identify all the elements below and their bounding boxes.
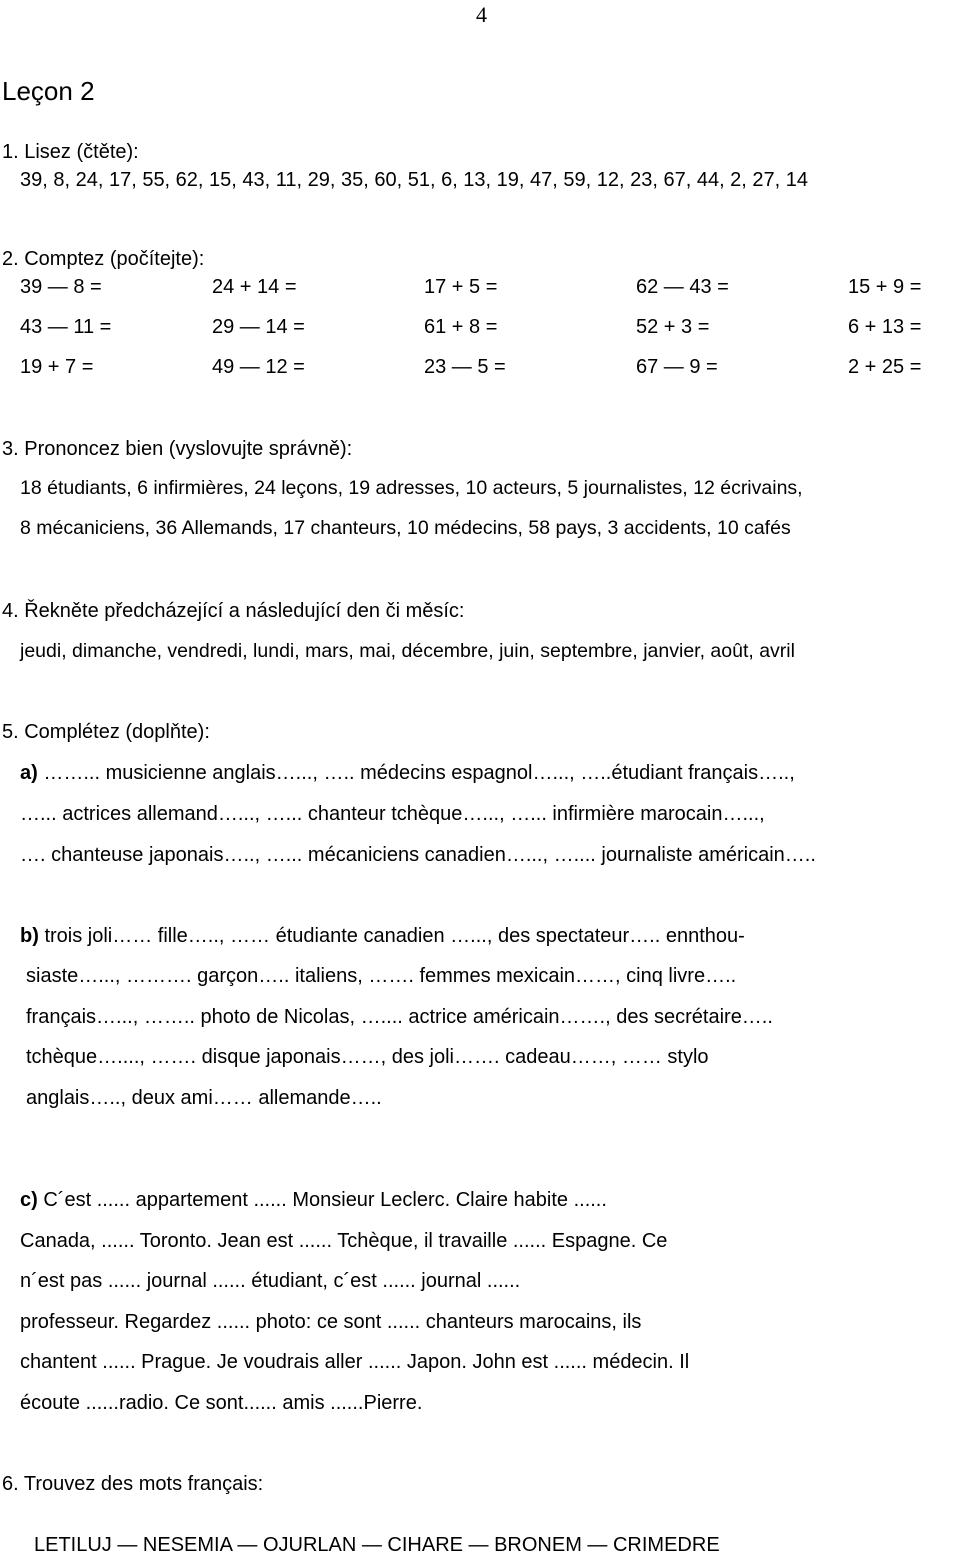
exercise-5c-label: c) (20, 1189, 38, 1211)
calc-r2-c5: 6 + 13 = (848, 316, 922, 338)
calc-r1-c1: 39 — 8 = (20, 276, 102, 298)
exercise-5a-line-1 (20, 763, 795, 783)
calc-r2-c2: 29 — 14 = (212, 316, 305, 338)
calc-r3-c5: 2 + 25 = (848, 356, 922, 378)
exercise-5b-line-3: français…..., …….. photo de Nicolas, ….... actrice américain……., des secrétaire….. (26, 1006, 773, 1028)
calc-r1-c5: 15 + 9 = (848, 276, 922, 298)
exercise-4-heading: 4. Řekněte předcházející a následující den či měsíc: (2, 600, 465, 622)
exercise-3-heading: 3. Prononcez bien (vyslovujte správně): (2, 438, 353, 460)
exercise-1-numbers: 39, 8, 24, 17, 55, 62, 15, 43, 11, 29, 35, 60, 51, 6, 13, 19, 47, 59, 12, 23, 67, 44, 2, 27, 14 (20, 169, 809, 191)
exercise-5a-label: a) (20, 762, 38, 784)
lesson-title: Leçon 2 (2, 76, 95, 106)
exercise-3-line-1: 18 étudiants, 6 infirmières, 24 leçons, 19 adresses, 10 acteurs, 5 journalistes, 12 écrivains, (20, 477, 803, 499)
exercise-5c-line-4: professeur. Regardez ...... photo: ce sont ...... chanteurs marocains, ils (20, 1311, 642, 1333)
exercise-6-words: LETILUJ — NESEMIA — OJURLAN — CIHARE — BRONEM — CRIMEDRE (34, 1534, 720, 1556)
exercise-5a-line-2: …... actrices allemand…..., …... chanteur tchèque…..., …... infirmière marocain…..., (20, 803, 765, 825)
exercise-5b-line-2: siaste…..., ………. garçon….. italiens, ……. femmes mexicain……, cinq livre….. (26, 965, 737, 987)
calc-r2-c4: 52 + 3 = (636, 316, 710, 338)
exercise-4-line: jeudi, dimanche, vendredi, lundi, mars, mai, décembre, juin, septembre, janvier, août, avril (20, 640, 795, 662)
exercise-1-heading: 1. Lisez (čtěte): (2, 141, 139, 163)
exercise-5c-text-1: C´est ...... appartement ...... Monsieur Leclerc. Claire habite ...... (37, 1189, 607, 1211)
exercise-5c-line-2: Canada, ...... Toronto. Jean est ...... Tchèque, il travaille ...... Espagne. Ce (20, 1230, 668, 1252)
exercise-6-heading: 6. Trouvez des mots français: (2, 1473, 264, 1495)
exercise-5b-line-4: tchèque…...., ……. disque japonais……, des joli……. cadeau……, …… stylo (26, 1046, 709, 1068)
exercise-5b-line-1 (20, 926, 745, 946)
calc-r2-c3: 61 + 8 = (424, 316, 498, 338)
exercise-3-line-2: 8 mécaniciens, 36 Allemands, 17 chanteurs, 10 médecins, 58 pays, 3 accidents, 10 cafés (20, 517, 791, 539)
exercise-5b-text-1: trois joli…… fille….., …… étudiante canadien …..., des spectateur….. ennthou- (38, 925, 745, 947)
calc-r1-c4: 62 — 43 = (636, 276, 729, 298)
exercise-2-heading: 2. Comptez (počítejte): (2, 248, 205, 270)
exercise-5b-label: b) (20, 925, 39, 947)
page-number: 4 (476, 2, 487, 27)
calc-r1-c3: 17 + 5 = (424, 276, 498, 298)
exercise-5c-line-3: n´est pas ...... journal ...... étudiant, c´est ...... journal ...... (20, 1270, 521, 1292)
exercise-5a-line-3: …. chanteuse japonais….., …... mécaniciens canadien…..., ….... journaliste américain….. (20, 844, 816, 866)
exercise-5c-line-5: chantent ...... Prague. Je voudrais aller ...... Japon. John est ...... médecin. Il (20, 1351, 690, 1373)
calc-r3-c4: 67 — 9 = (636, 356, 718, 378)
exercise-5c-line-6: écoute ......radio. Ce sont...... amis ......Pierre. (20, 1392, 423, 1414)
calc-r3-c1: 19 + 7 = (20, 356, 94, 378)
calc-r3-c3: 23 — 5 = (424, 356, 506, 378)
exercise-5c-line-1 (20, 1190, 607, 1210)
calc-r1-c2: 24 + 14 = (212, 276, 297, 298)
exercise-5-heading: 5. Complétez (doplňte): (2, 721, 210, 743)
exercise-5a-text-1: ……... musicienne anglais…..., ….. médecins espagnol…..., …..étudiant français….., (37, 762, 795, 784)
calc-r3-c2: 49 — 12 = (212, 356, 305, 378)
exercise-5b-line-5: anglais….., deux ami…… allemande….. (26, 1087, 382, 1109)
calc-r2-c1: 43 — 11 = (20, 316, 112, 338)
